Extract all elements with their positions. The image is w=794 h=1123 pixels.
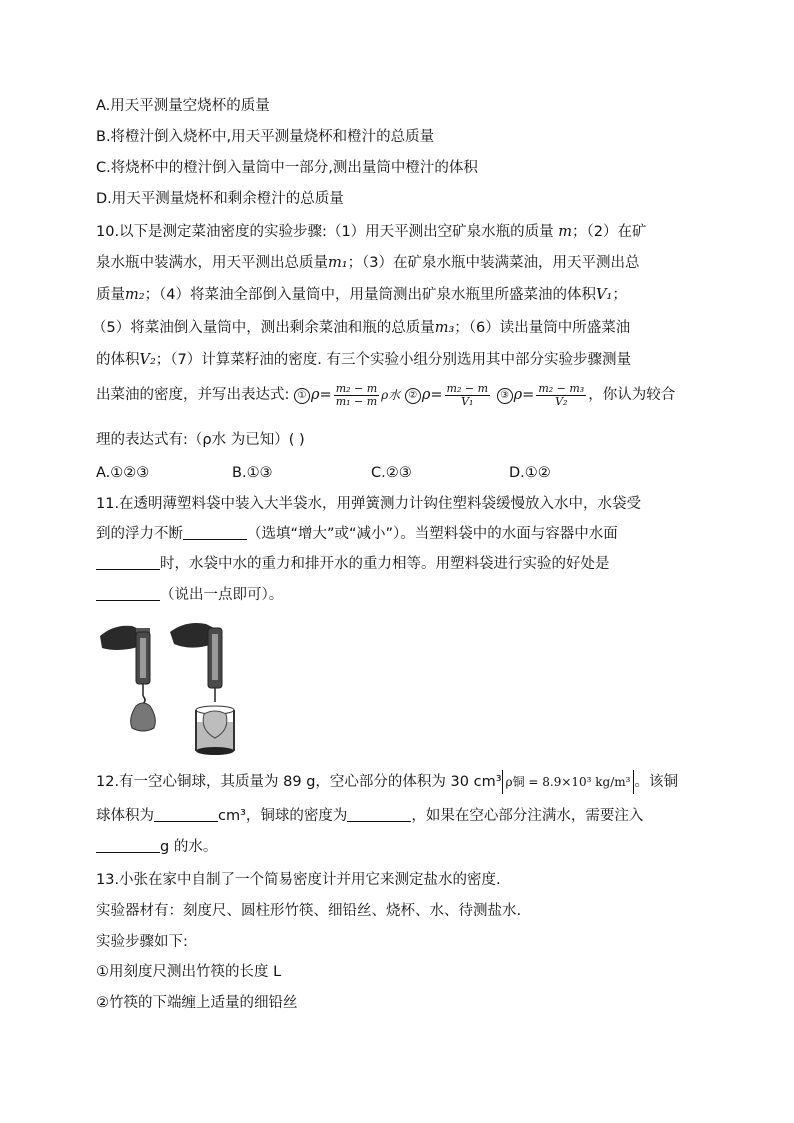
symbol-m: m [558, 224, 573, 240]
answer-blank[interactable] [96, 838, 160, 853]
q11-line-3: 时，水袋中水的重力和排开水的重力相等。用塑料袋进行实验的好处是 [96, 554, 610, 574]
q10-choice-d: D.①② [509, 465, 551, 481]
answer-blank[interactable] [96, 586, 160, 601]
copper-density-formula: ρ铜 = 8.9×10³ kg/m³ [502, 770, 635, 794]
q13-step-2: ②竹筷的下端缠上适量的细铅丝 [96, 995, 298, 1011]
circled-1: ① [294, 388, 310, 404]
symbol-m2: m₂ [125, 287, 145, 303]
q12-line-2: 球体积为 cm³，铜球的密度为 ，如果在空心部分注满水，需要注入 [96, 808, 644, 824]
q10-line-6-formulas: 出菜油的密度，并写出表达式: ① ρ= $\frac{\text{m₂ − m}}{\text{m₁ − m}}$ ρ水 ② ρ= $\frac{\text{m₂ − m}}{\text{V₁}}$ ③ ρ= $\frac{\text{m₂ − m₃}}{\text{V₂}}$ ，你认为较合 [96, 381, 676, 408]
answer-blank[interactable] [96, 555, 160, 570]
q11-line-2: 到的浮力不断 （选填“增大”或“减小”）。当塑料袋中的水面与容器中水面 [96, 526, 618, 542]
q10-line-5: 的体积V₂；（7）计算菜籽油的密度. 有三个实验小组分别选用其中部分实验步骤测量 [96, 352, 631, 368]
q10-choice-b: B.①③ [232, 465, 273, 481]
symbol-v2: V₂ [139, 352, 156, 368]
formula-2: $\frac{\text{m₂ − m}}{\text{V₁}}$ [446, 381, 489, 408]
q10-line-1: 10.以下是测定菜油密度的实验步骤:（1）用天平测出空矿泉水瓶的质量 m；（2）在矿 [96, 224, 647, 240]
answer-blank[interactable] [347, 807, 411, 822]
q10-choice-c: C.②③ [371, 465, 412, 481]
q10-choice-a: A.①②③ [96, 465, 150, 481]
circled-2: ② [405, 388, 421, 404]
spring-scale-photo [96, 618, 244, 758]
q10-line-2: 泉水瓶中装满水，用天平测出总质量m₁；（3）在矿泉水瓶中装满菜油，用天平测出总 [96, 255, 640, 271]
q13-line-1: 13.小张在家中自制了一个简易密度计并用它来测定盐水的密度. [96, 872, 501, 888]
q9-option-d: D.用天平测量烧杯和剩余橙汁的总质量 [96, 191, 344, 207]
q9-option-c: C.将烧杯中的橙汁倒入量筒中一部分,测出量筒中橙汁的体积 [96, 160, 478, 176]
answer-blank[interactable] [183, 525, 247, 540]
q9-option-b: B.将橙汁倒入烧杯中,用天平测量烧杯和橙汁的总质量 [96, 129, 435, 145]
symbol-v1: V₁ [596, 287, 613, 303]
q11-line-1: 11.在透明薄塑料袋中装入大半袋水，用弹簧测力计钩住塑料袋缓慢放入水中，水袋受 [96, 496, 642, 512]
circled-3: ③ [497, 388, 513, 404]
symbol-m1: m₁ [328, 255, 348, 271]
answer-blank[interactable] [154, 807, 218, 822]
q13-line-2: 实验器材有：刻度尺、圆柱形竹筷、细铅丝、烧杯、水、待测盐水. [96, 903, 522, 919]
q10-line-3: 质量m₂；（4）将菜油全部倒入量筒中，用量筒测出矿泉水瓶里所盛菜油的体积V₁； [96, 287, 627, 303]
q13-line-3: 实验步骤如下: [96, 934, 188, 950]
q12-line-3: g 的水。 [96, 837, 217, 857]
q10-line-7: 理的表达式有:（ρ水 为已知）( ) [96, 432, 305, 448]
formula-3: $\frac{\text{m₂ − m₃}}{\text{V₂}}$ [538, 381, 585, 408]
q13-step-1: ①用刻度尺测出竹筷的长度 L [96, 964, 282, 980]
q9-option-a: A.用天平测量空烧杯的质量 [96, 98, 270, 114]
q12-line-1: 12.有一空心铜球，其质量为 89 g，空心部分的体积为 30 cm³ ρ铜 = 8.9×10³ kg/m³ 。该铜 [96, 770, 678, 794]
formula-1: $\frac{\text{m₂ − m}}{\text{m₁ − m}}$ [335, 381, 378, 408]
symbol-m3: m₃ [434, 320, 455, 336]
q10-line-4: （5）将菜油倒入量筒中，测出剩余菜油和瓶的总质量m₃；（6）读出量筒中所盛菜油 [92, 320, 631, 336]
q11-line-4: （说出一点即可）。 [96, 585, 283, 605]
